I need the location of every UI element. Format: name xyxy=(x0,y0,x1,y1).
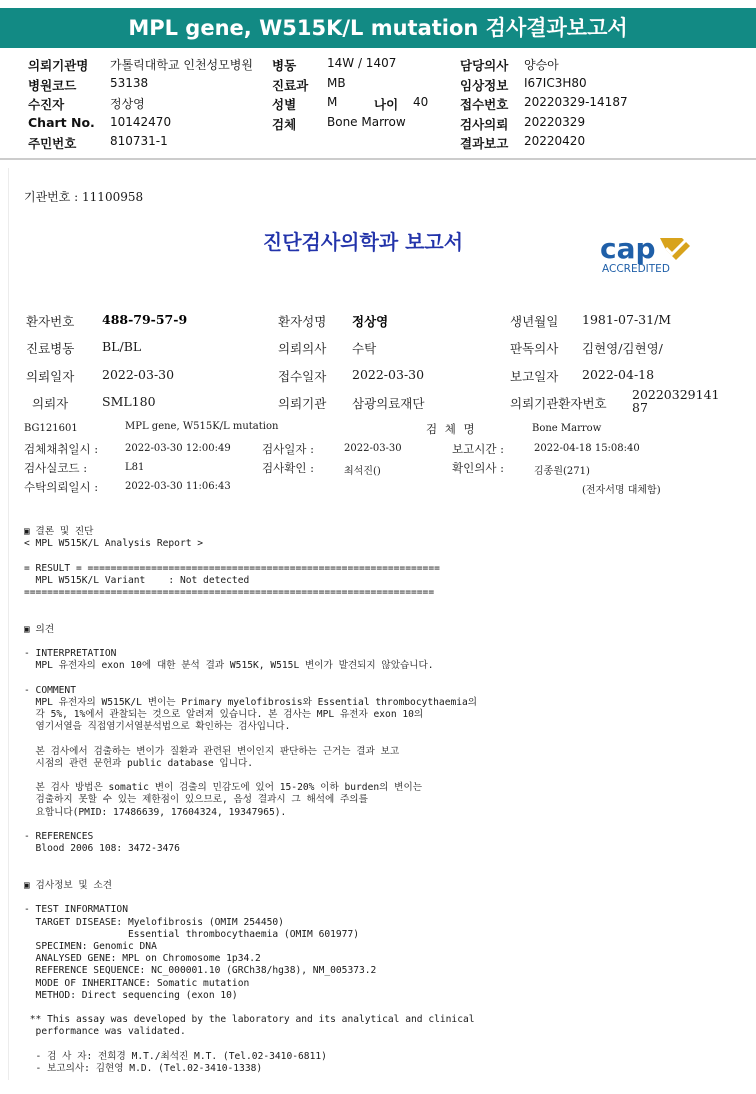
info-value: 김현영/김현영/ xyxy=(582,341,663,356)
info-value: 2022-04-18 xyxy=(582,367,655,382)
info-label: 의뢰기관환자번호 xyxy=(510,396,607,411)
info-label: 환자성명 xyxy=(278,314,327,329)
info-label: 의뢰의사 xyxy=(278,341,327,356)
specimen-field: 검사실코드 : xyxy=(24,461,88,475)
specimen-field: 2022-03-30 12:00:49 xyxy=(125,443,231,454)
info-label: 의뢰자 xyxy=(32,396,69,411)
specimen-field: 보고시간 : xyxy=(452,442,504,456)
specimen-code: BG121601 xyxy=(24,423,78,434)
report-header-title: MPL gene, W515K/L mutation 검사결과보고서 xyxy=(0,8,756,48)
specimen-field: 김종원(271) xyxy=(534,466,590,477)
header-label: 접수번호 xyxy=(460,97,509,112)
logo-accredited-text: ACCREDITED xyxy=(602,263,670,275)
header-value: 10142470 xyxy=(110,115,172,129)
info-value: 정상영 xyxy=(352,314,389,329)
header-label: 검사의뢰 xyxy=(460,117,509,132)
specimen-label: 검 체 명 xyxy=(426,422,477,436)
header-value: 14W / 1407 xyxy=(327,56,397,70)
info-label: 접수일자 xyxy=(278,369,327,384)
header-value: MB xyxy=(327,76,346,90)
specimen-field: 수탁의뢰일시 : xyxy=(24,480,99,494)
header-label: 수진자 xyxy=(28,97,65,112)
specimen-field: 2022-03-30 11:06:43 xyxy=(125,481,231,492)
info-value: 488-79-57-9 xyxy=(102,312,188,327)
header-label: 임상정보 xyxy=(460,78,509,93)
info-value: 2022-03-30 xyxy=(102,367,175,382)
info-value: 삼광의료재단 xyxy=(352,396,425,411)
specimen-field: 검사확인 : xyxy=(262,461,314,475)
cap-accredited-logo xyxy=(596,232,696,278)
specimen-value: Bone Marrow xyxy=(532,423,602,434)
logo-cap-text: cap xyxy=(600,232,656,265)
info-label: 의뢰기관 xyxy=(278,396,327,411)
header-value: M xyxy=(327,95,338,109)
header-label: 검체 xyxy=(272,117,297,132)
header-value: 가톨릭대학교 인천성모병원 xyxy=(110,58,253,72)
header-value: 정상영 xyxy=(110,97,145,111)
info-value: 2022-03-30 xyxy=(352,367,425,382)
header-value: 53138 xyxy=(110,76,149,90)
header-label: 담당의사 xyxy=(460,58,509,73)
specimen-field: 2022-03-30 xyxy=(344,443,402,454)
specimen-field: L81 xyxy=(125,462,145,473)
header-value: I67IC3H80 xyxy=(524,76,587,90)
header-label: 병원코드 xyxy=(28,78,77,93)
header-label: 의뢰기관명 xyxy=(28,58,89,73)
e-signature-note: (전자서명 대체함) xyxy=(582,485,661,496)
report-text: ▣ 결론 및 진단 < MPL W515K/L Analysis Report > = RESULT = ============================================================= MPL W515K/L Variant : Not detected ======================================================================= ▣ 의견 - INTERPRETATION MPL 유전자의 exon 10에 대한 분석 결과 W515K, W515L 변이가 발견되지 않았습니다. - COMMENT MPL 유전자의 W515K/L 변이는 Primary myelofibrosis와 Essential thrombocythaemia의 각 5%, 1%에서 관찰되는 것으로 알려져 있습니다. 본 검사는 MPL 유전자 exon 10의 염기서열을 직접염기서열분석법으로 확인하는 검사입니다. 본 검사에서 검출하는 변이가 질환과 관련된 변이인지 판단하는 근거는 결과 보고 시점의 관련 문헌과 public database 입니다. 본 검사 방법은 somatic 변이 검출의 민감도에 있어 15-20% 이하 burden의 변이는 검출하지 못할 수 있는 제한점이 있으므로, 음성 결과시 그 해석에 주의를 요합니다(PMID: 17486639, 17604324, 19347965). - REFERENCES Blood 2006 108: 3472-3476 ▣ 검사정보 및 소견 - TEST INFORMATION TARGET DISEASE: Myelofibrosis (OMIM 254450) Essential thrombocythaemia (OMIM 601977) SPECIMEN: Genomic DNA ANALYSED GENE: MPL on Chromosome 1p34.2 REFERENCE SEQUENCE: NC_000001.10 (GRCh38/hg38), NM_005373.2 MODE OF INHERITANCE: Somatic mutation METHOD: Direct sequencing (exon 10) ** This assay was developed by the laboratory and its analytical and clinical performance was validated. - 검 사 자: 전희경 M.T./최석진 M.T. (Tel.02-3410-6811) - 보고의사: 김현영 M.D. (Tel.02-3410-1338) xyxy=(24,526,478,1074)
specimen-field: 최석진() xyxy=(344,466,381,477)
header-label: 결과보고 xyxy=(460,136,509,151)
report-title: 진단검사의학과 보고서 xyxy=(262,230,464,254)
info-value: BL/BL xyxy=(102,339,142,354)
info-value: 2022032914187 xyxy=(632,387,720,415)
specimen-field: 검체채취일시 : xyxy=(24,442,99,456)
header-label: 진료과 xyxy=(272,78,309,93)
header-value: 810731-1 xyxy=(110,134,168,148)
specimen-field: 확인의사 : xyxy=(452,461,504,475)
info-label: 진료병동 xyxy=(26,341,75,356)
info-label: 환자번호 xyxy=(26,314,75,329)
info-value: 1981-07-31/M xyxy=(582,312,672,327)
header-label: 성별 xyxy=(272,97,297,112)
specimen-field: 검사일자 : xyxy=(262,442,314,456)
org-number: 기관번호 : 11100958 xyxy=(24,190,144,204)
header-label: Chart No. xyxy=(28,115,95,130)
info-label: 생년월일 xyxy=(510,314,559,329)
header-value: 20220329-14187 xyxy=(524,95,628,109)
info-value: 수탁 xyxy=(352,341,377,356)
info-value: SML180 xyxy=(102,394,156,409)
info-label: 보고일자 xyxy=(510,369,559,384)
header-value: Bone Marrow xyxy=(327,115,406,129)
info-label: 판독의사 xyxy=(510,341,559,356)
header-value: 20220420 xyxy=(524,134,586,148)
header-label: 주민번호 xyxy=(28,136,77,151)
header-divider xyxy=(0,158,756,160)
info-label: 의뢰일자 xyxy=(26,369,75,384)
specimen-test: MPL gene, W515K/L mutation xyxy=(125,421,279,432)
specimen-field: 2022-04-18 15:08:40 xyxy=(534,443,640,454)
age-value: 40 xyxy=(413,95,429,109)
header-value: 양승아 xyxy=(524,58,559,72)
header-value: 20220329 xyxy=(524,115,586,129)
age-label: 나이 xyxy=(374,97,399,112)
header-label: 병동 xyxy=(272,58,297,73)
